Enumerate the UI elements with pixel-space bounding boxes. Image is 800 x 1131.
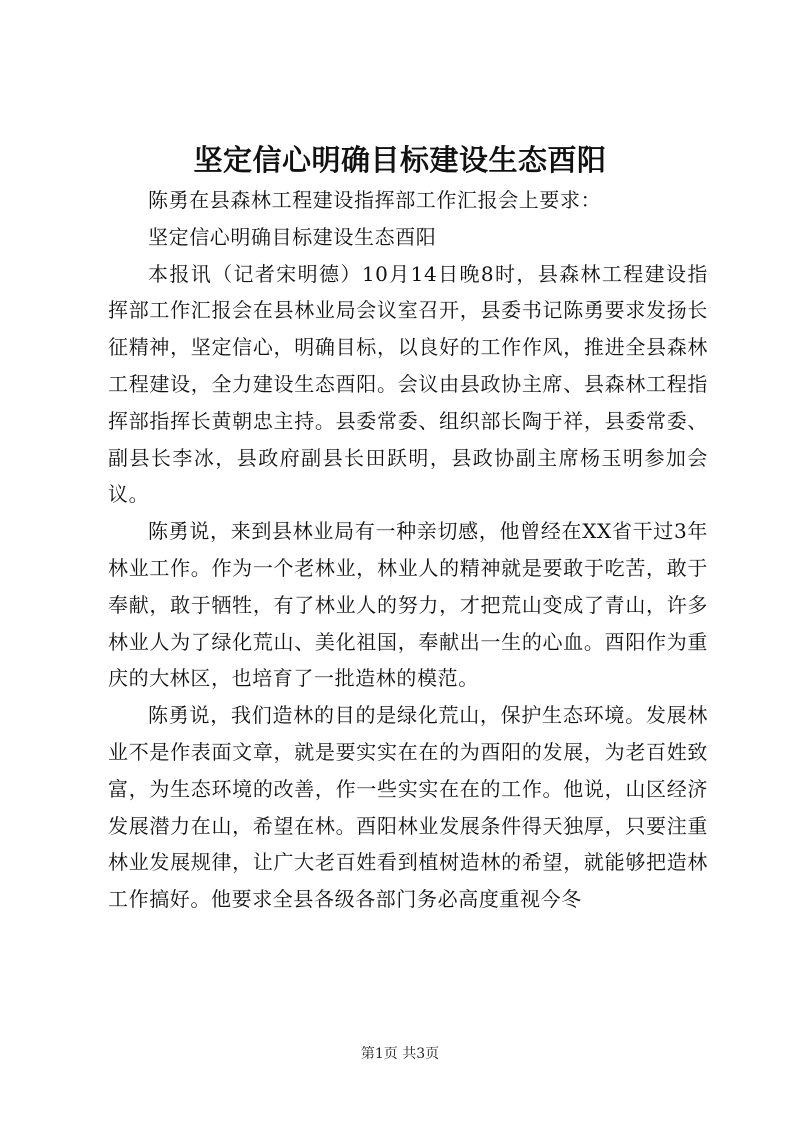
page-number-footer: 第1页 共3页 [360, 1046, 440, 1062]
subtitle-line: 陈勇在县森林工程建设指挥部工作汇报会上要求： [148, 188, 602, 212]
document-title: 坚定信心明确目标建设生态酉阳 [193, 143, 607, 177]
paragraph: 本报讯（记者宋明德）10月14日晚8时，县森林工程建设指挥部工作汇报会在县林业局会议室召开，县委书记陈勇要求发扬长征精神，坚定信心，明确目标，以良好的工作作风，推进全县森林工程建设，全力建设生态酉阳。会议由县政协主席、县森林工程指挥部指挥长黄朝忠主持。县委常委、组织部长陶于祥，县委常委、副县长李冰，县政府副县长田跃明，县政协副主席杨玉明参加会议。 [108, 261, 708, 507]
paragraph: 陈勇说，我们造林的目的是绿化荒山，保护生态环境。发展林业不是作表面文章，就是要实实在在的为酉阳的发展，为老百姓致富，为生态环境的改善，作一些实实在在的工作。他说，山区经济发展潜力在山，希望在林。酉阳林业发展条件得天独厚，只要注重林业发展规律，让广大老百姓看到植树造林的希望，就能够把造林工作搞好。他要求全县各级各部门务必高度重视今冬 [108, 703, 708, 912]
document-body [108, 182, 708, 918]
paragraph: 陈勇说，来到县林业局有一种亲切感，他曾经在XX省干过3年林业工作。作为一个老林业，林业人的精神就是要敢于吃苦，敢于奉献，敢于牺牲，有了林业人的努力，才把荒山变成了青山，许多林业人为了绿化荒山、美化祖国，奉献出一生的心血。酉阳作为重庆的大林区，也培育了一批造林的模范。 [108, 519, 708, 691]
headline-line: 坚定信心明确目标建设生态酉阳 [148, 224, 437, 249]
